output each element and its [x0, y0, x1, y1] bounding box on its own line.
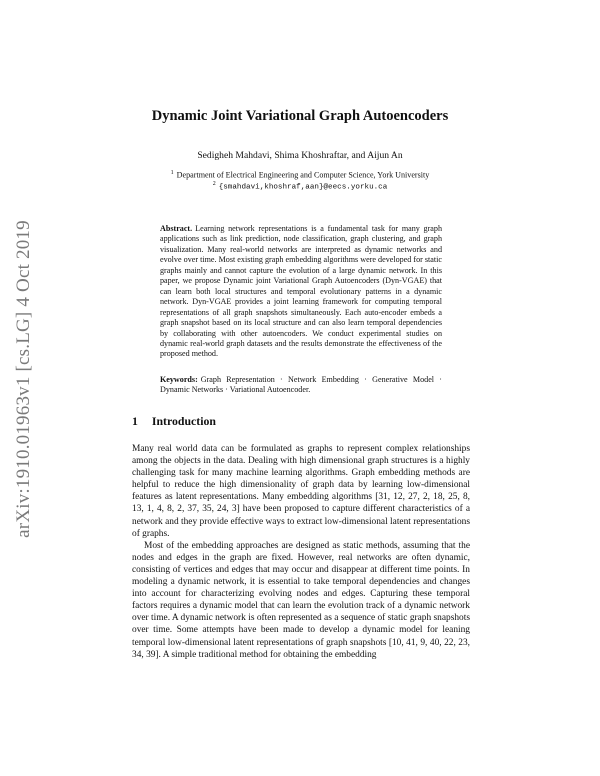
section-title: Introduction — [151, 414, 216, 428]
affiliation-1 — [0, 170, 600, 180]
affiliation-1-text: Department of Electrical Engineering and Computer Science, York University — [176, 170, 430, 180]
keywords — [160, 375, 442, 396]
affiliation-2-mark: 2 — [212, 181, 216, 187]
intro-paragraph-1: Many real world data can be formulated as graphs to represent complex relationships among the objects in the data. Dealing with high dimensional graph structures is a highly challenging task for many machine learning algorithms. Graph embedding methods are helpful to reduce the high dimensionality of graph data by learning low-dimensional features as latent representations. Many embedding algorithms [31, 12, 27, 2, 18, 25, 8, 13, 1, 4, 8, 2, 37, 35, 24, 3] have been proposed to capture different characteristics of a network and they provide effective ways to extract low-dimensional latent representations of graphs. — [132, 444, 470, 539]
arxiv-identifier-stamp — [2, 204, 46, 554]
abstract-text: Learning network representations is a fundamental task for many graph applications such as link prediction, node classification, graph clustering, and graph visualization. Many real-world networks are interpreted as dynamic networks and evolve over time. Most existing graph embedding algorithms were developed for static graphs mainly and cannot capture the evolution of a large dynamic network. In this paper, we propose Dynamic joint Variational Graph Autoencoders (Dyn-VGAE) that can learn both local structures and temporal evolutionary patterns in a dynamic network. Dyn-VGAE provides a joint learning framework for computing temporal representations of all graph snapshots simultaneously. Each auto-encoder embeds a graph snapshot based on its local structure and can also learn temporal dependencies by collaborating with other autoencoders. We conduct experimental studies on dynamic real-world graph datasets and the results demonstrate the effectiveness of the proposed method. — [160, 224, 442, 359]
affiliation-1-mark: 1 — [170, 170, 174, 176]
section-heading — [132, 414, 216, 429]
author-list: Sedigheh Mahdavi, Shima Khoshraftar, and Aijun An — [197, 150, 403, 161]
keywords-text: Graph Representation · Network Embedding · Generative Model · Dynamic Networks · Variational Autoencoder. — [160, 375, 442, 395]
paper-title: Dynamic Joint Variational Graph Autoencoders — [151, 108, 449, 124]
affiliation-2 — [0, 181, 600, 192]
intro-paragraph-2: Most of the embedding approaches are designed as static methods, assuming that the nodes and edges in the graph are fixed. However, real networks are often dynamic, consisting of vertices and edges that may occur and disappear at different time points. In modeling a dynamic network, it is essential to take temporal dependencies and changes into account for characterizing evolving nodes and edges. Capturing these temporal factors requires a dynamic model that can learn the evolution track of a dynamic network over time. A dynamic network is often represented as a sequence of static graph snapshots over time. Some attempts have been made to develop a dynamic model for leaning temporal low-dimensional latent representations of graph snapshots [10, 41, 9, 40, 22, 23, 34, 39]. A simple traditional method for obtaining the embedding — [132, 540, 470, 660]
introduction-body — [132, 443, 470, 661]
abstract — [160, 224, 442, 360]
arxiv-stamp-text: arXiv:1910.01963v1 [cs.LG] 4 Oct 2019 — [13, 220, 34, 538]
section-number: 1 — [132, 414, 138, 428]
author-emails: {smahdavi,khoshraf,aan}@eecs.yorku.ca — [218, 183, 388, 192]
keywords-label: Keywords: — [160, 375, 198, 384]
abstract-label: Abstract. — [160, 224, 193, 233]
